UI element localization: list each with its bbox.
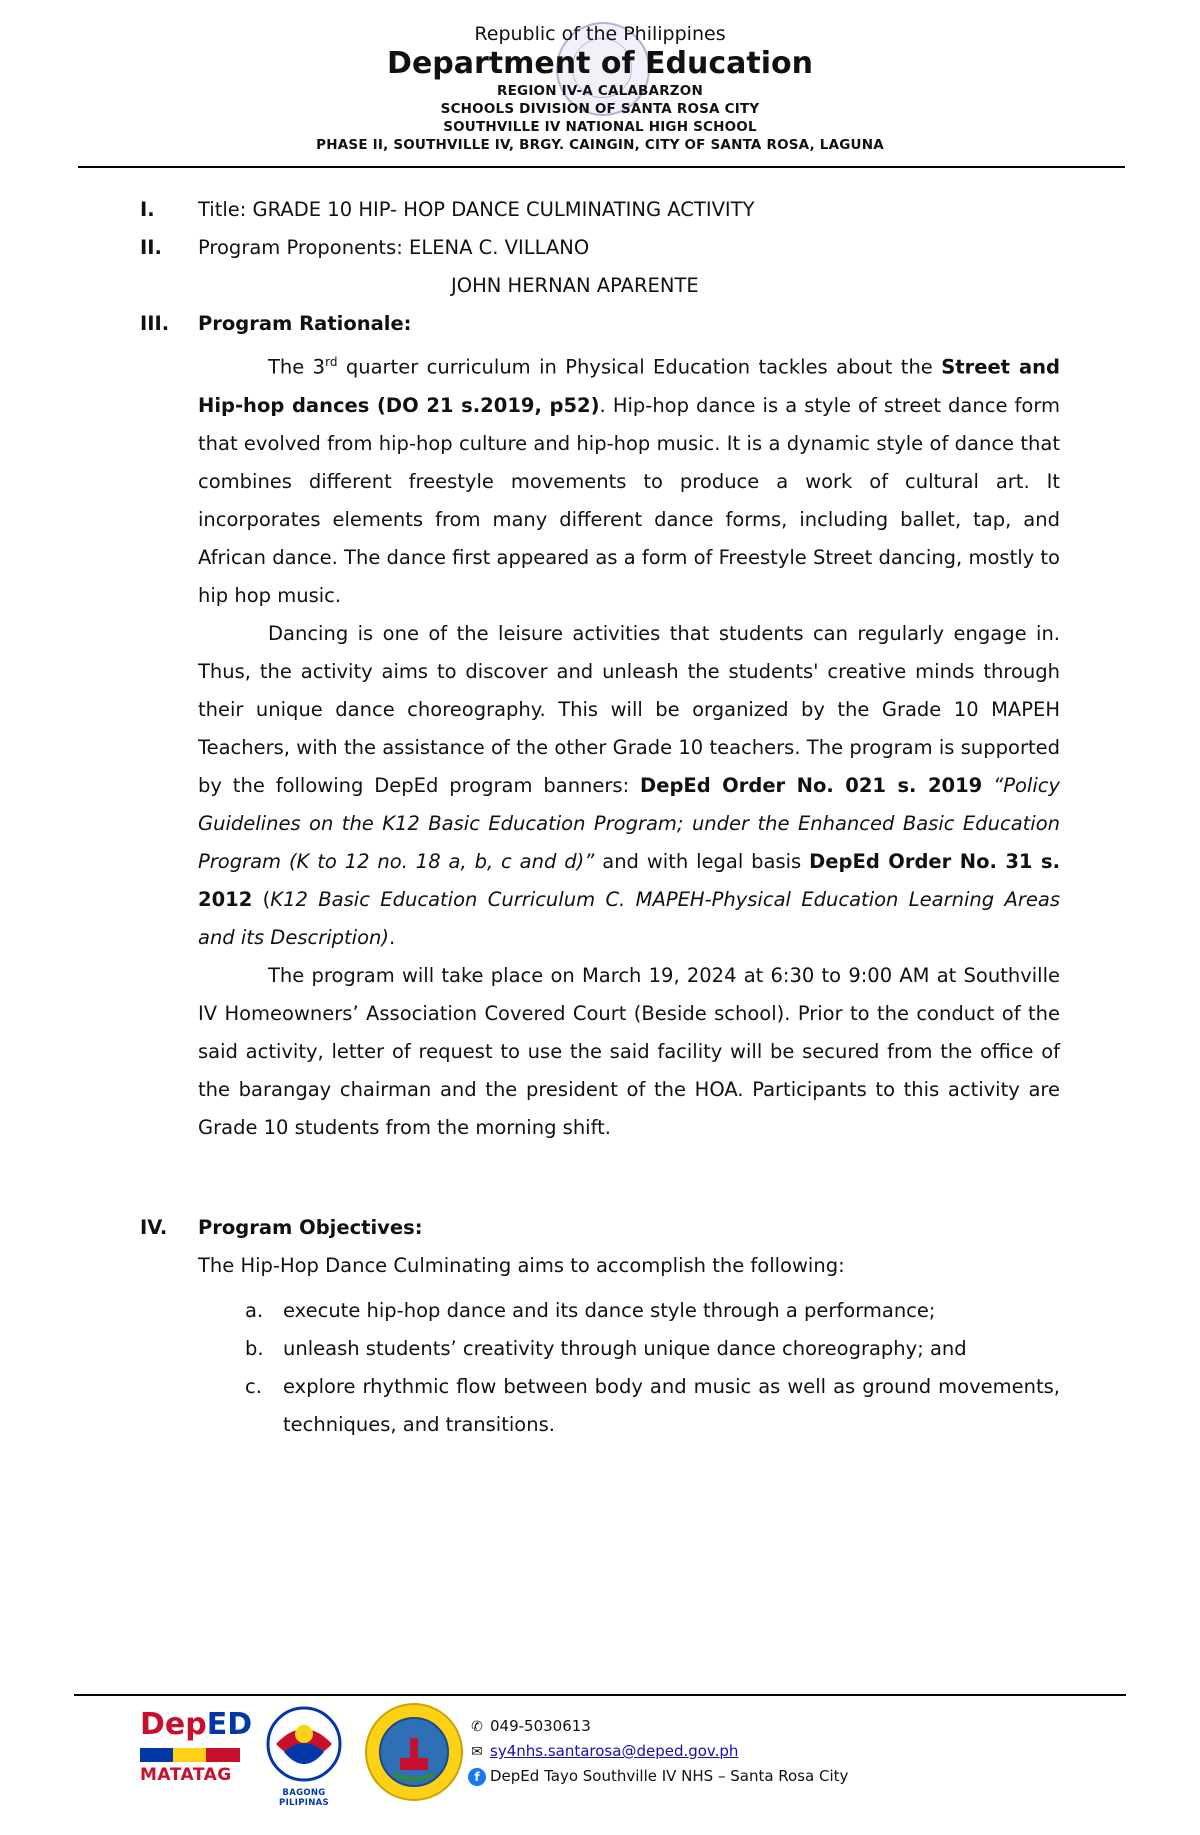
bagong-pilipinas-emblem xyxy=(264,1704,344,1788)
rationale-paragraph-2: Dancing is one of the leisure activities that students can regularly engage in. Thus, the activity aims to discover and unleash the students' creative minds through their unique dance choreography. This will be organized by the Grade 10 MAPEH Teachers, with the assistance of the other Grade 10 teachers. The program is supported by the following DepEd program banners: DepEd Order No. 021 s. 2019 “Policy Guidelines on the K12 Basic Education Program; under the Enhanced Basic Education Program (K to 12 no. 18 a, b, c and d)” and with legal basis DepEd Order No. 31 s. 2012 (K12 Basic Education Curriculum C. MAPEH-Physical Education Learning Areas and its Description). xyxy=(198,621,1061,949)
objectives-intro: The Hip-Hop Dance Culminating aims to accomplish the following: xyxy=(198,1254,845,1277)
footer-divider xyxy=(74,1694,1126,1696)
phone-icon: ✆ xyxy=(471,1718,483,1735)
section-number: I. xyxy=(140,198,155,221)
list-item: c. explore rhythmic flow between body and music as well as ground movements, techniques, and transitions. xyxy=(245,1375,1060,1436)
letterhead xyxy=(0,22,1200,154)
republic-line: Republic of the Philippines xyxy=(474,23,726,45)
address-line: PHASE II, SOUTHVILLE IV, BRGY. CAINGIN, CITY OF SANTA ROSA, LAGUNA xyxy=(316,137,884,153)
contact-facebook: f DepEd Tayo Southville IV NHS – Santa Rosa City xyxy=(468,1764,848,1789)
contact-info xyxy=(468,1714,848,1789)
email-icon: ✉ xyxy=(471,1743,483,1760)
school-seal-emblem xyxy=(364,1700,464,1804)
school-line: SOUTHVILLE IV NATIONAL HIGH SCHOOL xyxy=(443,119,757,135)
list-item: b. unleash students’ creativity through unique dance choreography; and xyxy=(245,1337,967,1360)
school-seal xyxy=(364,1700,464,1804)
division-line: SCHOOLS DIVISION OF SANTA ROSA CITY xyxy=(440,101,760,117)
section-number: II. xyxy=(140,236,162,259)
proponent-name: JOHN HERNAN APARENTE xyxy=(451,274,699,297)
do-citation: Street and Hip-hop dances (DO 21 s.2019, p52) xyxy=(198,355,1060,417)
contact-phone: ✆ 049-5030613 xyxy=(468,1714,848,1739)
bagong-pilipinas-logo: BAGONG PILIPINAS xyxy=(264,1704,344,1804)
title-text: Title: GRADE 10 HIP- HOP DANCE CULMINATING ACTIVITY xyxy=(198,198,755,221)
department-title: Department of Education xyxy=(387,46,813,81)
rationale-label: Program Rationale: xyxy=(198,312,412,335)
deped-order-2019: DepEd Order No. 021 s. 2019 xyxy=(640,773,983,797)
objectives-list xyxy=(245,1292,1060,1444)
facebook-icon: f xyxy=(468,1768,486,1786)
contact-email[interactable] xyxy=(468,1739,848,1764)
header-divider xyxy=(78,166,1125,168)
list-item: a. execute hip-hop dance and its dance style through a performance; xyxy=(245,1299,936,1322)
proponents-label: Program Proponents: xyxy=(198,236,410,259)
deped-matatag-logo: DepED MATATAG xyxy=(140,1707,253,1785)
proponent-name: ELENA C. VILLANO xyxy=(409,236,590,259)
objectives-label: Program Objectives: xyxy=(198,1216,423,1239)
email-link[interactable]: sy4nhs.santarosa@deped.gov.ph xyxy=(490,1742,739,1760)
rationale-text xyxy=(198,343,1060,1147)
deped-flag-bar xyxy=(140,1748,240,1762)
section-number: III. xyxy=(140,312,170,335)
deped-order-2012: DepEd Order No. 31 s. 2012 xyxy=(198,849,1060,911)
rationale-paragraph-3: The program will take place on March 19, 2024 at 6:30 to 9:00 AM at Southville IV Homeowners’ Association Covered Court (Beside school). Prior to the conduct of the said activity, letter of request to use the said facility will be secured from the office of the barangay chairman and the president of the HOA. Participants to this activity are Grade 10 students from the morning shift. xyxy=(198,963,1060,1139)
region-line: REGION IV-A CALABARZON xyxy=(497,83,703,99)
rationale-paragraph-1: The 3rd quarter curriculum in Physical Education tackles about the Street and Hip-hop dances (DO 21 s.2019, p52). Hip-hop dance is a style of street dance form that evolved from hip-hop culture and hip-hop music. It is a dynamic style of dance that combines different freestyle movements to produce a work of cultural art. It incorporates elements from many different dance forms, including ballet, tap, and African dance. The dance first appeared as a form of Freestyle Street dancing, mostly to hip hop music. xyxy=(198,355,1060,607)
section-number: IV. xyxy=(140,1216,168,1239)
